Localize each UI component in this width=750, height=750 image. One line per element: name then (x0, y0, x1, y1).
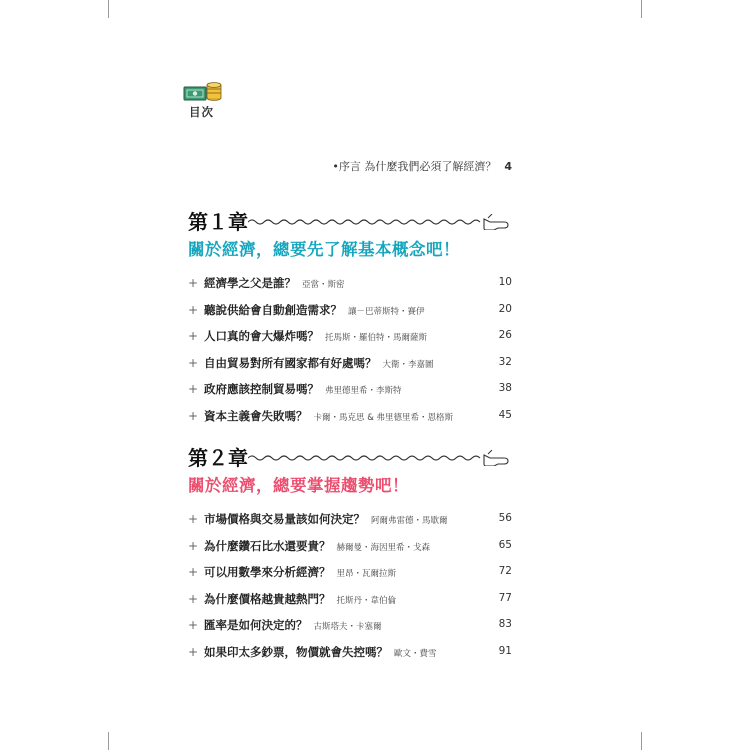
entry-page: 38 (498, 382, 512, 395)
entry-page: 83 (498, 618, 512, 631)
preface-entry (332, 158, 512, 174)
entry-title: 自由貿易對所有國家都有好處嗎？ 大衛・李嘉圖 (204, 355, 434, 370)
chapter-2-entries (188, 508, 514, 668)
entry-author: 卡爾・馬克思 & 弗里德里希・恩格斯 (313, 412, 454, 423)
entry-author: 阿爾弗雷德・馬歇爾 (371, 516, 448, 526)
toc-entry[interactable] (188, 352, 514, 379)
entry-title: 可以用數學來分析經濟？ 里昂・瓦爾拉斯 (204, 565, 397, 580)
entry-title: 匯率是如何決定的？ 古斯塔夫・卡塞爾 (204, 618, 382, 633)
entry-page: 26 (498, 329, 512, 342)
entry-title: 資本主義會失敗嗎？ 卡爾・馬克思 & 弗里德里希・恩格斯 (204, 408, 454, 423)
plus-icon: + (188, 408, 199, 423)
preface-title: •序言 為什麼我們必須了解經濟？ (332, 160, 497, 173)
plus-icon: + (188, 591, 199, 606)
toc-entry[interactable] (188, 325, 514, 352)
chapter-1-subtitle: 關於經濟，總要先了解基本概念吧！ (188, 240, 460, 259)
toc-entry[interactable] (188, 378, 514, 405)
entry-author: 大衛・李嘉圖 (382, 359, 434, 370)
chapter-2-label: 第２章 (188, 446, 248, 470)
crop-mark-bottom-left (108, 732, 109, 750)
entry-title: 市場價格與交易量該如何決定？ 阿爾弗雷德・馬歇爾 (204, 512, 448, 526)
chapter-2-subtitle: 關於經濟，總要掌握趨勢吧！ (188, 476, 409, 495)
toc-title: 目次 (189, 105, 214, 119)
entry-author: 里昂・瓦爾拉斯 (336, 569, 397, 580)
entry-title: 為什麼價格越貴越熱門？ 托斯丹・韋伯倫 (204, 591, 397, 606)
entry-page: 56 (498, 512, 512, 524)
entry-title: 政府應該控制貿易嗎？ 弗里德里希・李斯特 (204, 382, 402, 397)
entry-page: 10 (498, 276, 512, 288)
entry-author: 亞當・斯密 (302, 280, 345, 290)
entry-author: 赫爾曼・海因里希・戈森 (336, 542, 431, 553)
plus-icon: + (188, 512, 199, 526)
entry-page: 72 (498, 565, 512, 578)
chapter-2-heading (188, 442, 514, 470)
wave-pointing-hand-icon (248, 214, 512, 230)
toc-entry[interactable] (188, 561, 514, 588)
plus-icon: + (188, 565, 199, 580)
toc-entry[interactable] (188, 405, 514, 432)
crop-mark-top-left (108, 0, 109, 18)
entry-page: 91 (498, 644, 512, 657)
toc-entry[interactable] (188, 508, 514, 535)
entry-author: 歐文・費雪 (394, 648, 437, 659)
toc-entry[interactable] (188, 641, 514, 668)
plus-icon: + (188, 382, 199, 397)
plus-icon: + (188, 302, 199, 317)
entry-page: 77 (498, 591, 512, 604)
preface-page: 4 (504, 160, 512, 173)
entry-page: 65 (498, 538, 512, 551)
money-coins-icon (183, 78, 223, 102)
entry-page: 20 (498, 302, 512, 315)
entry-author: 托斯丹・韋伯倫 (336, 595, 397, 606)
toc-entry[interactable] (188, 272, 514, 299)
entry-title: 經濟學之父是誰？ 亞當・斯密 (204, 276, 345, 290)
plus-icon: + (188, 538, 199, 553)
plus-icon: + (188, 276, 199, 290)
entry-page: 45 (498, 408, 512, 421)
chapter-1-label: 第１章 (188, 210, 248, 234)
crop-mark-top-right (641, 0, 642, 18)
plus-icon: + (188, 355, 199, 370)
toc-entry[interactable] (188, 535, 514, 562)
entry-author: 弗里德里希・李斯特 (325, 386, 402, 397)
chapter-1 (188, 206, 514, 432)
toc-entry[interactable] (188, 299, 514, 326)
chapter-2 (188, 442, 514, 668)
entry-author: 托馬斯・羅伯特・馬爾薩斯 (325, 333, 428, 344)
entry-page: 32 (498, 355, 512, 368)
plus-icon: + (188, 644, 199, 659)
wave-pointing-hand-icon (248, 450, 512, 466)
toc-entry[interactable] (188, 588, 514, 615)
entry-author: 讓－巴蒂斯特・賽伊 (348, 306, 425, 317)
plus-icon: + (188, 618, 199, 633)
crop-mark-bottom-right (641, 732, 642, 750)
chapter-1-heading (188, 206, 514, 234)
toc-entry[interactable] (188, 614, 514, 641)
entry-title: 為什麼鑽石比水還要貴？ 赫爾曼・海因里希・戈森 (204, 538, 431, 553)
plus-icon: + (188, 329, 199, 344)
entry-title: 如果印太多鈔票，物價就會失控嗎？ 歐文・費雪 (204, 644, 437, 659)
entry-title: 人口真的會大爆炸嗎？ 托馬斯・羅伯特・馬爾薩斯 (204, 329, 428, 344)
entry-author: 古斯塔夫・卡塞爾 (313, 622, 382, 633)
chapter-1-entries (188, 272, 514, 432)
entry-title: 聽說供給會自動創造需求？ 讓－巴蒂斯特・賽伊 (204, 302, 425, 317)
